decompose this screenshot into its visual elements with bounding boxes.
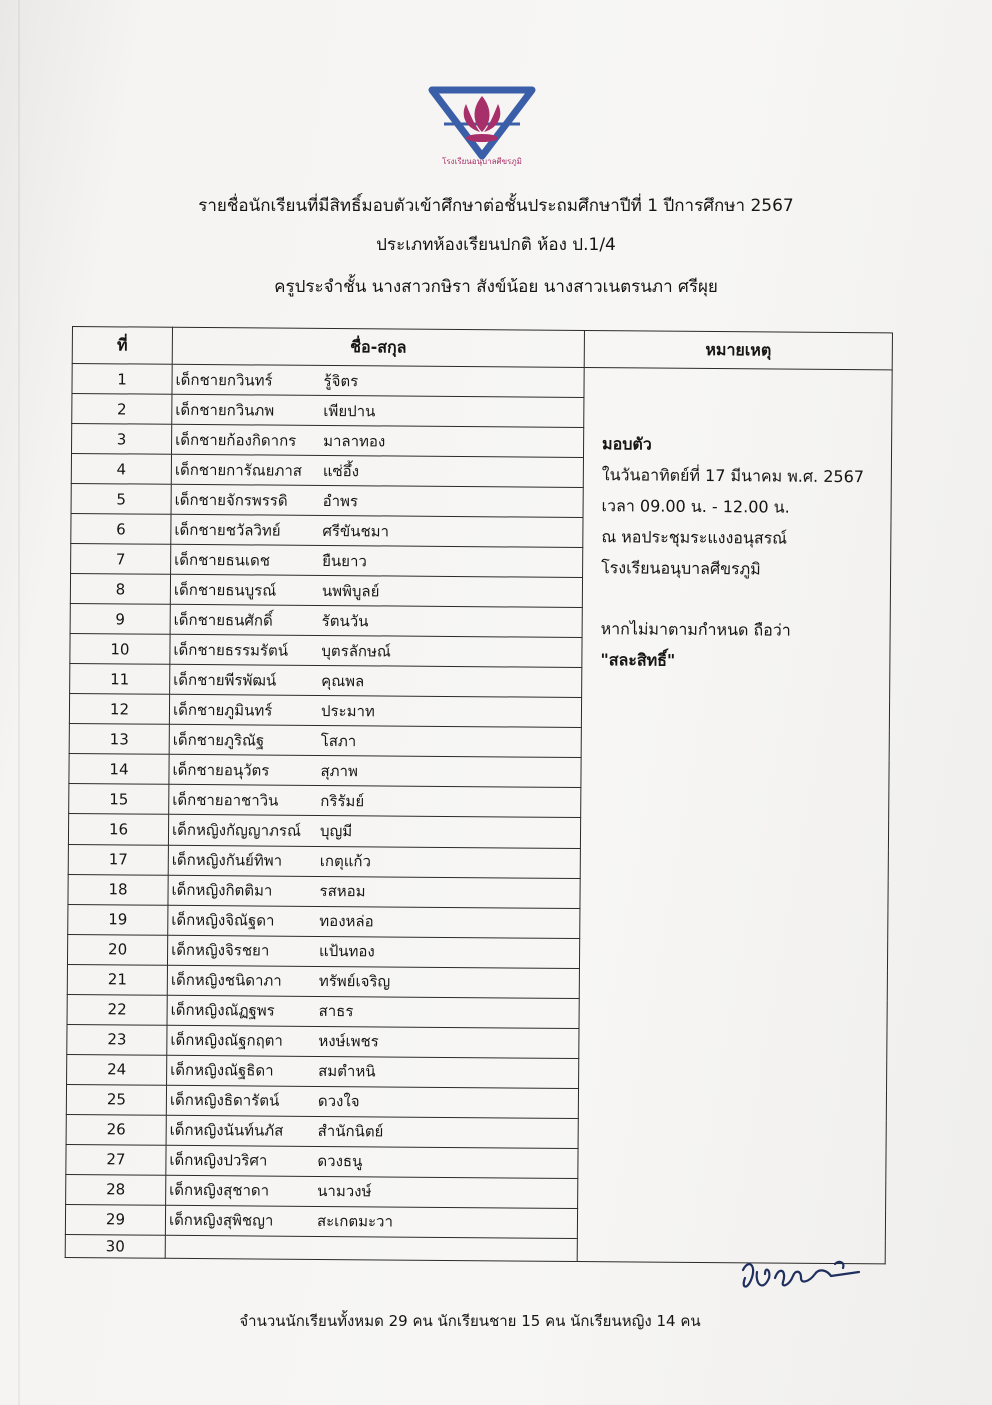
row-number: 5 [71,484,171,515]
row-number: 13 [69,724,169,755]
student-surname: นพพิบูลย์ [321,581,380,601]
column-header-name: ชื่อ-สกุล [172,327,584,367]
row-number: 2 [72,394,172,425]
student-given-name: เด็กชายกวินภพ [175,400,275,420]
student-surname: หงษ์เพชร [318,1032,379,1051]
student-surname: สมตำหนิ [318,1062,376,1081]
student-name-cell [171,514,583,547]
student-name-cell [170,605,582,638]
remark-spacer [601,583,890,615]
row-number: 11 [70,664,170,695]
student-surname: มาลาทอง [323,431,386,451]
student-given-name: เด็กชายธนเดช [174,550,271,570]
student-given-name: เด็กหญิงชนิดาภา [170,970,282,990]
student-name-cell [171,484,583,517]
student-given-name: เด็กหญิงณัฐกฤตา [170,1030,283,1050]
row-number: 29 [65,1204,165,1235]
student-given-name: เด็กหญิงณัฏฐพร [170,1000,275,1020]
document-title: รายชื่อนักเรียนที่มีสิทธิ์มอบตัวเข้าศึกษาต่อชั้นประถมศึกษาปีที่ 1 ปีการศึกษา 2567 [198,196,794,216]
student-name-cell [165,1205,577,1238]
student-name-cell [169,695,581,728]
student-count-summary: จำนวนนักเรียนทั้งหมด 29 คน นักเรียนชาย 15 คน นักเรียนหญิง 14 คน [239,1312,701,1330]
school-logo [426,84,538,166]
student-surname: สะเกตมะวา [316,1212,393,1231]
student-surname: บุญมี [319,821,353,841]
column-header-number: ที่ [72,327,172,365]
student-surname: รสหอม [319,882,366,901]
row-number: 3 [71,424,171,455]
student-surname: โสภา [320,731,357,751]
student-given-name: เด็กหญิงนันท์นภัส [169,1121,284,1140]
table-header-row [72,327,892,370]
student-name-cell [168,875,580,908]
remark-time: เวลา 09.00 น. - 12.00 น. [601,496,790,517]
student-name-cell [166,1175,578,1208]
student-name-cell [172,364,584,397]
student-given-name: เด็กชายอนุวัตร [172,760,270,780]
student-given-name: เด็กหญิงณัฐธิดา [170,1061,274,1080]
row-number: 26 [66,1114,166,1145]
row-number: 28 [66,1174,166,1205]
student-roster-table [65,326,893,1264]
remark-title: มอบตัว [602,434,652,454]
student-given-name: เด็กชายภูริณัฐ [172,730,265,750]
student-name-cell [165,1235,577,1261]
student-surname: บุตรลักษณ์ [321,641,391,661]
row-number: 19 [68,904,168,935]
student-surname: นามวงษ์ [317,1182,372,1201]
row-number: 7 [71,544,171,575]
student-given-name: เด็กชายก้องกิดากร [175,430,297,450]
student-name-cell [167,965,579,998]
student-given-name: เด็กชายอาชาวิน [172,790,279,810]
row-number: 12 [69,694,169,725]
row-number: 23 [67,1024,167,1055]
student-surname: ประมาท [320,701,375,721]
row-number: 10 [70,634,170,665]
student-surname: ทองหล่อ [319,912,374,931]
student-name-cell [172,394,584,427]
student-surname: ดวงธนู [317,1152,363,1171]
student-given-name: เด็กหญิงสุพิชญา [168,1211,274,1230]
student-surname: สำนักนิตย์ [317,1122,384,1141]
remark-cell [577,368,892,1264]
row-number: 17 [68,844,168,875]
student-given-name: เด็กชายพีรพัฒน์ [173,670,277,690]
student-surname: รัตนวัน [321,611,369,631]
student-given-name: เด็กหญิงปวริศา [169,1151,268,1170]
homeroom-teachers: ครูประจำชั้น นางสาวกษิรา สังข์น้อย นางสาวเนตรนภา ศรีผุย [274,277,718,297]
student-given-name: เด็กชายจักรพรรดิ [174,490,288,510]
row-number: 18 [68,874,168,905]
student-surname: อำพร [322,491,359,510]
row-number: 15 [69,784,169,815]
student-given-name: เด็กหญิงจิรชยา [171,940,270,960]
student-name-cell [168,905,580,938]
row-number: 25 [66,1084,166,1115]
student-given-name: เด็กชายชวัลวิทย์ [174,520,281,540]
row-number: 16 [68,814,168,845]
handwritten-signature [735,1248,865,1300]
row-number: 30 [65,1234,165,1258]
remark-place: ณ หอประชุมระแงงอนุสรณ์ [601,527,788,548]
student-name-cell [170,665,582,698]
student-surname: กริรัมย์ [320,791,365,811]
row-number: 27 [66,1144,166,1175]
student-name-cell [167,1025,579,1058]
row-number: 22 [67,994,167,1025]
student-surname: แซ่อึ้ง [322,461,360,480]
student-given-name: เด็กหญิงกิตติมา [171,880,273,900]
student-given-name: เด็กชายธรรมรัตน์ [173,640,289,660]
student-surname: รู้จิตร [323,371,359,390]
row-number: 14 [69,754,169,785]
student-name-cell [170,635,582,668]
remark-date: ในวันอาทิตย์ที่ 17 มีนาคม พ.ศ. 2567 [601,465,865,487]
student-surname: สุภาพ [320,761,358,781]
student-given-name: เด็กชายการัณยภาส [174,460,303,480]
row-number: 6 [71,514,171,545]
student-given-name: เด็กหญิงจิณัฐดา [171,910,275,930]
student-name-cell [169,725,581,758]
row-number: 4 [71,454,171,485]
remark-warning: หากไม่มาตามกำหนด ถือว่า [600,619,791,640]
student-name-cell [171,454,583,487]
student-surname: เพียปาน [323,401,376,420]
student-surname: ยืนยาว [322,551,367,571]
student-name-cell [167,935,579,968]
student-given-name: เด็กชายภูมินทร์ [172,700,273,720]
student-given-name: เด็กหญิงกัญญาภรณ์ [171,820,301,840]
column-header-remark: หมายเหตุ [584,331,892,370]
student-given-name: เด็กหญิงกันย์ทิพา [171,850,283,870]
student-surname: ศรีขันชมา [322,521,390,541]
student-name-cell [171,544,583,577]
student-name-cell [166,1115,578,1148]
student-name-cell [168,845,580,878]
student-given-name: เด็กชายธนบูรณ์ [173,580,277,600]
logo-school-text: โรงเรียนอนุบาลศีขรภูมิ [442,157,522,166]
row-number: 21 [67,964,167,995]
student-surname: สาธร [318,1002,354,1021]
student-surname: คุณพล [321,671,365,691]
row-number: 20 [67,934,167,965]
student-name-cell [171,424,583,457]
student-name-cell [169,755,581,788]
student-given-name [169,1252,317,1253]
student-given-name: เด็กหญิงธิดารัตน์ [169,1091,280,1110]
student-given-name: เด็กหญิงสุชาดา [169,1181,270,1200]
remark-school: โรงเรียนอนุบาลศีขรภูมิ [601,558,761,579]
student-given-name: เด็กชายธนศักดิ์ [173,610,273,630]
student-name-cell [167,995,579,1028]
student-name-cell [166,1085,578,1118]
student-surname: เกตุแก้ว [319,851,372,871]
remark-forfeit: "สละสิทธิ์" [600,650,676,670]
student-given-name: เด็กชายกวินทร์ [175,370,273,390]
row-number: 9 [70,604,170,635]
student-name-cell [166,1145,578,1178]
row-number: 24 [67,1054,167,1085]
student-surname: ดวงใจ [317,1092,360,1111]
student-name-cell [169,785,581,818]
row-number: 1 [72,364,172,395]
classroom-type: ประเภทห้องเรียนปกติ ห้อง ป.1/4 [376,235,616,255]
row-number: 8 [70,574,170,605]
student-surname: ทรัพย์เจริญ [318,972,391,991]
student-name-cell [168,815,580,848]
student-surname: แป้นทอง [319,942,375,961]
student-name-cell [170,575,582,608]
student-name-cell [167,1055,579,1088]
